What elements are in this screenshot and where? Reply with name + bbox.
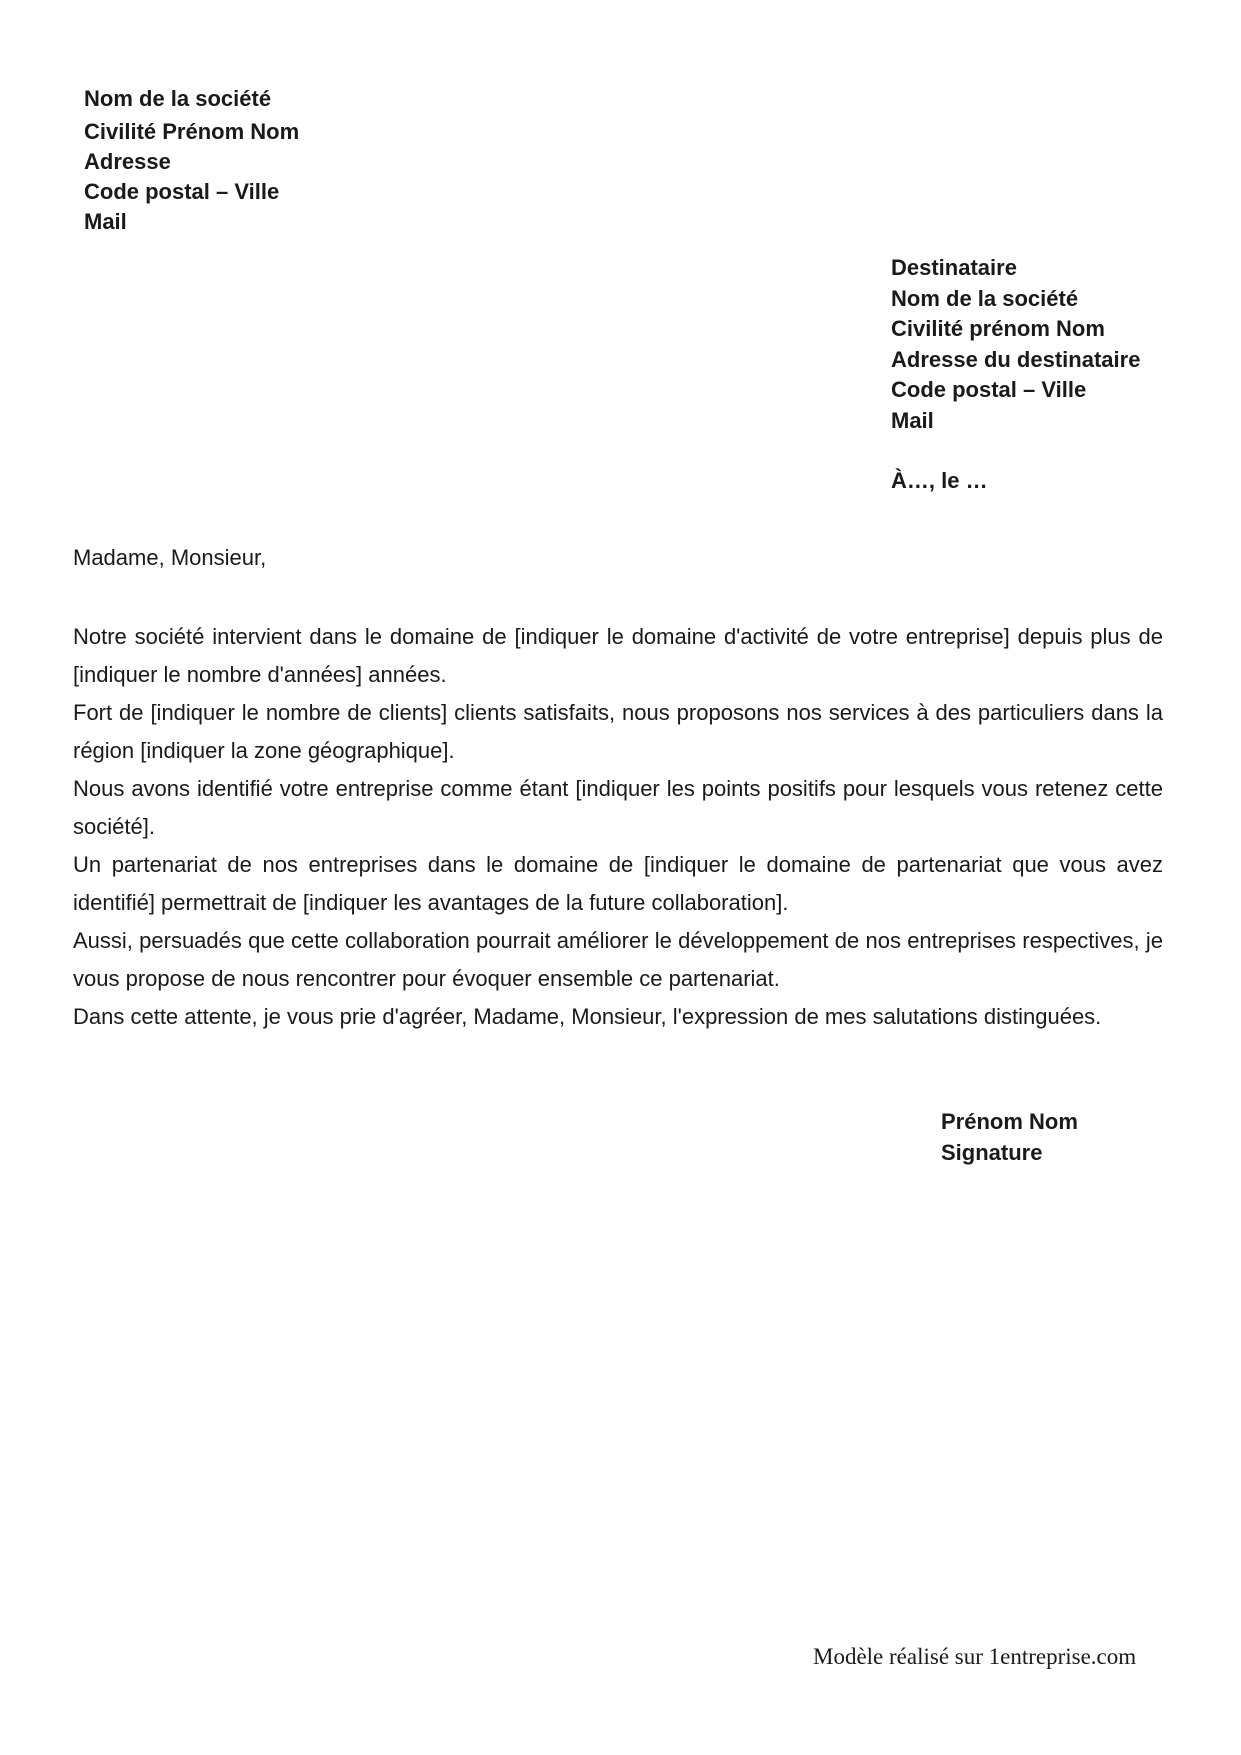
body-paragraph: Aussi, persuadés que cette collaboration pourrait améliorer le développement de nos entreprises respectives, je vous propose de nous rencontrer pour évoquer ensemble ce partenariat. (73, 928, 1163, 991)
recipient-mail: Mail (891, 407, 934, 433)
recipient-address: Adresse du destinataire (891, 346, 1141, 372)
signature-name: Prénom Nom (941, 1109, 1078, 1134)
sender-address: Adresse (84, 149, 171, 174)
recipient-city: Code postal – Ville (891, 377, 1087, 402)
body-paragraph: Dans cette attente, je vous prie d'agréer, Madame, Monsieur, l'expression de mes salutations distinguées. (73, 1004, 1102, 1029)
recipient-label: Destinataire (891, 255, 1017, 280)
body-paragraph: Nous avons identifié votre entreprise comme étant [indiquer les points positifs pour lesquels vous retenez cette société]. (73, 776, 1163, 839)
body-paragraph: Fort de [indiquer le nombre de clients] clients satisfaits, nous proposons nos services à des particuliers dans la région [indiquer la zone géographique]. (73, 700, 1163, 763)
place-date-line: À…, le … (891, 468, 988, 493)
sender-mail: Mail (84, 209, 127, 234)
body-paragraph: Notre société intervient dans le domaine de [indiquer le domaine d'activité de votre entreprise] depuis plus de [indiquer le nombre d'années] années. (73, 624, 1163, 687)
sender-city: Code postal – Ville (84, 179, 280, 204)
sender-company: Nom de la société (84, 86, 272, 111)
sender-name: Civilité Prénom Nom (84, 119, 300, 144)
signature-block (941, 1106, 1078, 1168)
recipient-name: Civilité prénom Nom (891, 316, 1105, 341)
recipient-company: Nom de la société (891, 285, 1079, 311)
sender-block (84, 84, 299, 237)
signature-label: Signature (941, 1140, 1043, 1165)
body-paragraph: Un partenariat de nos entreprises dans le domaine de [indiquer le domaine de partenariat que vous avez identifié] permettrait de [indiquer les avantages de la future collaboration]. (73, 852, 1163, 915)
footer-credit: Modèle réalisé sur 1entreprise.com (813, 1644, 1137, 1669)
letter-body (73, 618, 1163, 1036)
salutation: Madame, Monsieur, (73, 545, 267, 570)
recipient-block (891, 253, 1140, 436)
